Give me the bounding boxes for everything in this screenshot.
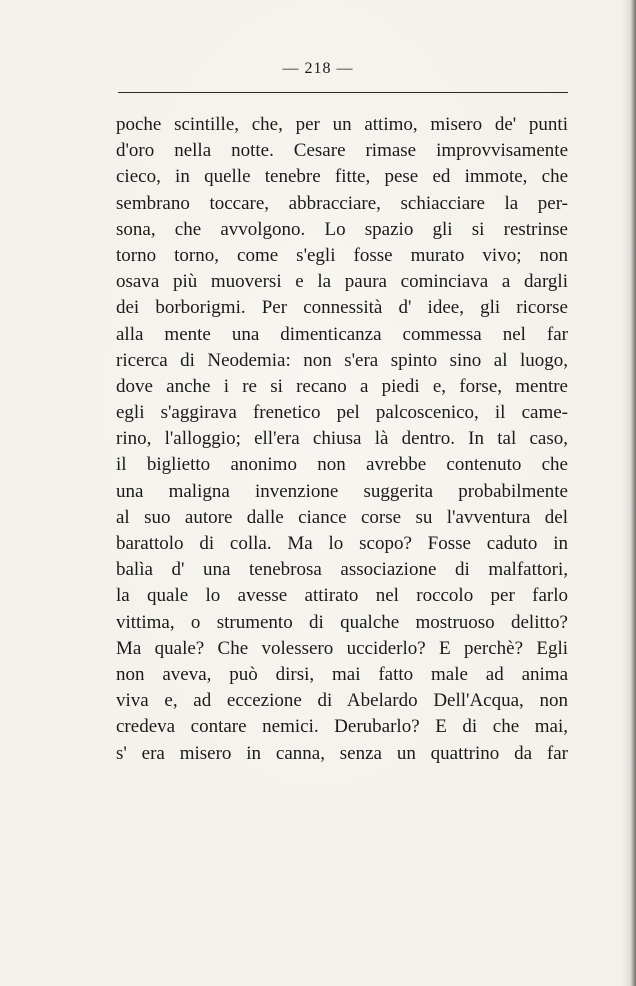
text-line: balìa d' una tenebrosa associazione di malfattori, bbox=[116, 559, 568, 581]
text-line: ricerca di Neodemia: non s'era spinto sino al luogo, bbox=[116, 349, 568, 371]
text-line: barattolo di colla. Ma lo scopo? Fosse caduto in bbox=[116, 533, 568, 554]
text-line: alla mente una dimenticanza commessa nel far bbox=[116, 323, 568, 345]
text-line: s' era misero in canna, senza un quattrino da far bbox=[116, 742, 568, 764]
text-line: poche scintille, che, per un attimo, misero de' punti bbox=[116, 114, 568, 135]
text-line: vittima, o strumento di qualche mostruoso delitto? bbox=[116, 611, 568, 633]
text-line: credeva contare nemici. Derubarlo? E di che mai, bbox=[116, 716, 568, 738]
text-line: osava più muoversi e la paura cominciava a dargli bbox=[116, 271, 568, 293]
text-line: la quale lo avesse attirato nel roccolo per farlo bbox=[116, 585, 568, 607]
page-edge-shadow bbox=[622, 0, 636, 986]
page-number: — 218 — bbox=[282, 60, 354, 77]
text-line: rino, l'alloggio; ell'era chiusa là dentro. In tal caso, bbox=[116, 428, 568, 450]
text-line: d'oro nella notte. Cesare rimase improvvisamente bbox=[116, 140, 568, 162]
text-line: dei borborigmi. Per connessità d' idee, gli ricorse bbox=[116, 297, 568, 319]
text-line: al suo autore dalle ciance corse su l'avventura del bbox=[116, 506, 568, 528]
text-line: egli s'aggirava frenetico pel palcoscenico, il came- bbox=[116, 402, 568, 424]
text-line: una maligna invenzione suggerita probabilmente bbox=[116, 480, 568, 502]
text-line: torno torno, come s'egli fosse murato vivo; non bbox=[116, 244, 568, 266]
text-line: il biglietto anonimo non avrebbe contenuto che bbox=[116, 454, 568, 476]
text-line: sona, che avvolgono. Lo spazio gli si restrinse bbox=[116, 218, 568, 240]
header-rule bbox=[118, 92, 568, 93]
text-line: dove anche i re si recano a piedi e, forse, mentre bbox=[116, 375, 568, 397]
body-text bbox=[116, 112, 568, 767]
text-line: Ma quale? Che volessero ucciderlo? E perchè? Egli bbox=[116, 637, 568, 659]
text-line: non aveva, può dirsi, mai fatto male ad anima bbox=[116, 663, 568, 685]
text-line: viva e, ad eccezione di Abelardo Dell'Acqua, non bbox=[116, 690, 568, 712]
text-line: sembrano toccare, abbracciare, schiacciare la per- bbox=[116, 192, 568, 214]
text-line: cieco, in quelle tenebre fitte, pese ed immote, che bbox=[116, 166, 568, 188]
